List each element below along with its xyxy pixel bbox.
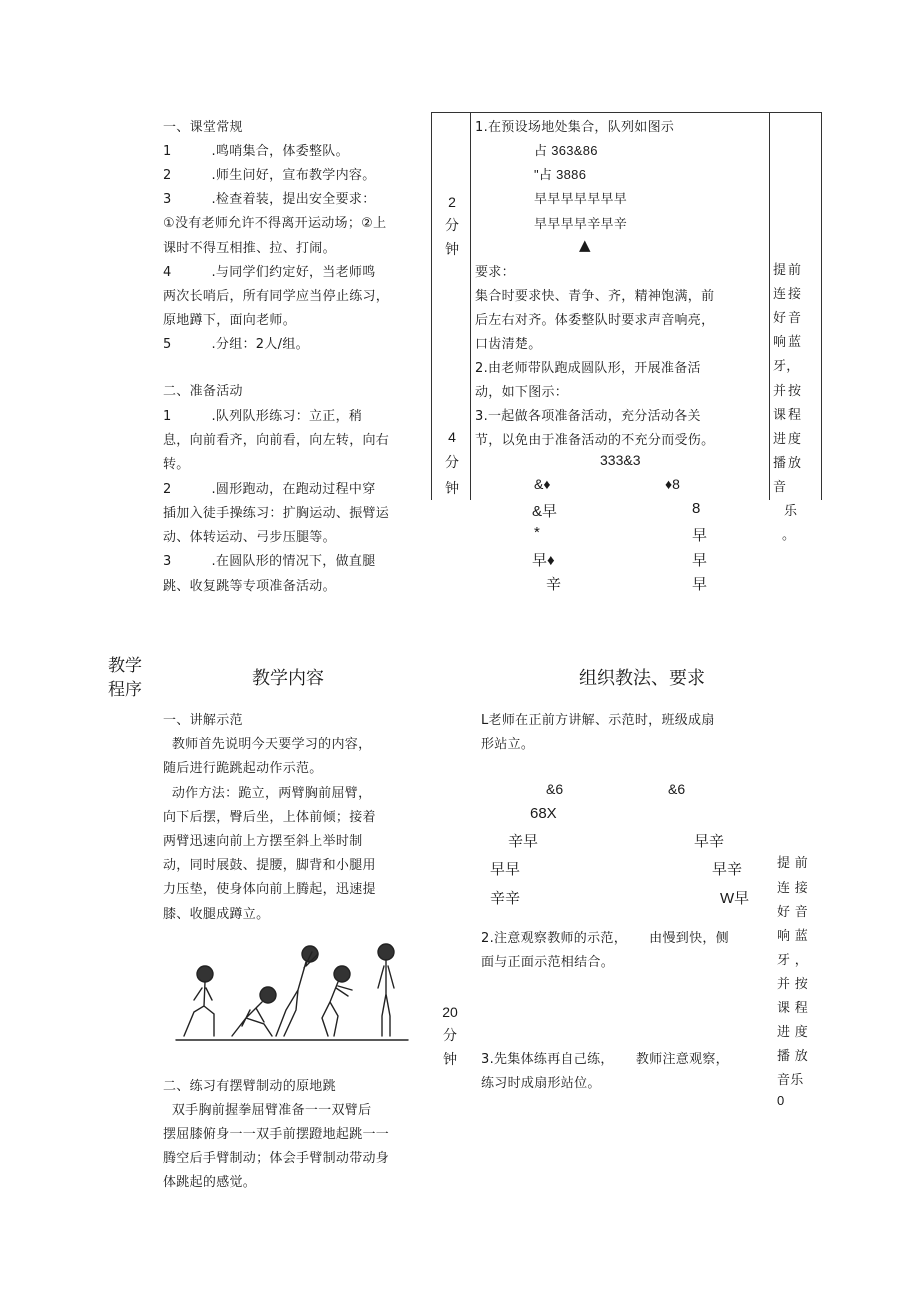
- table-line: [821, 112, 822, 500]
- content-line: 动、体转运动、弓步压腿等。: [163, 530, 336, 545]
- content-line: 转。: [163, 457, 190, 472]
- org-line: 要求：: [475, 265, 515, 280]
- teacher-triangle-icon: ▲: [579, 236, 591, 254]
- content-line: 课时不得互相推、拉、打闹。: [163, 241, 336, 256]
- content-line: 3 .检查着装，提出安全要求：: [163, 192, 376, 207]
- time-20min: 20 分 钟: [442, 1004, 458, 1068]
- org-line: 3.一起做各项准备活动，充分活动各关: [475, 409, 701, 424]
- content-line: 1 .队列队形练习：立正，稍: [163, 409, 363, 424]
- header-content: 教学内容: [252, 668, 324, 689]
- content-line: 息，向前看齐，向前看，向左转，向右: [163, 433, 390, 448]
- content-line: 5 .分组：2人/组。: [163, 337, 309, 352]
- formation-row: 占 363&86: [534, 143, 598, 158]
- kneel-jump-illustration: [172, 938, 412, 1044]
- org-line: 动，如下图示：: [475, 385, 569, 400]
- org-line: 集合时要求快、青争、齐，精神饱满，前: [475, 289, 715, 304]
- content-line: 二、准备活动: [163, 384, 243, 399]
- formation-row: 早早早早辛早辛: [534, 217, 628, 232]
- header-method: 组织教法、要求: [579, 668, 705, 689]
- table-line: [431, 112, 822, 113]
- content-line: 1 .鸣哨集合，体委整队。: [163, 144, 349, 159]
- content-line: 一、课堂常规: [163, 120, 243, 135]
- content-line: 4 .与同学们约定好，当老师鸣: [163, 265, 376, 280]
- content-line: 两次长哨后，所有同学应当停止练习，: [163, 289, 390, 304]
- content-line: 插加入徒手操练习：扩胸运动、振臂运: [163, 506, 390, 521]
- side-label: 教学 程序: [108, 656, 142, 700]
- content-line: 跳、收复跳等专项准备活动。: [163, 579, 336, 594]
- table-line: [431, 112, 432, 500]
- org-line: 节，以免由于准备活动的不充分而受伤。: [475, 433, 715, 448]
- content-line: 2 .师生问好，宣布教学内容。: [163, 168, 376, 183]
- formation-row: 早早早早早早早: [534, 192, 628, 207]
- table-line: [470, 112, 471, 500]
- content-line: 3 .在圆队形的情况下，做直腿: [163, 554, 376, 569]
- time-2min: 2 分 钟: [445, 194, 459, 258]
- org-line: 2.由老师带队跑成圆队形，开展准备活: [475, 361, 701, 376]
- table-line: [769, 112, 770, 500]
- org-line: 口齿清楚。: [475, 337, 542, 352]
- content-line: ①没有老师允许不得离开运动场；②上: [163, 216, 387, 231]
- time-4min: 4 分 钟: [445, 429, 459, 497]
- org-line: 1.在预设场地处集合，队列如图示: [475, 120, 675, 135]
- content-line: 2 .圆形跑动，在跑动过程中穿: [163, 482, 376, 497]
- org-line: 后左右对齐。体委整队时要求声音响亮，: [475, 313, 715, 328]
- content-line: 原地蹲下，面向老师。: [163, 313, 297, 328]
- formation-row: "占 3886: [534, 167, 587, 182]
